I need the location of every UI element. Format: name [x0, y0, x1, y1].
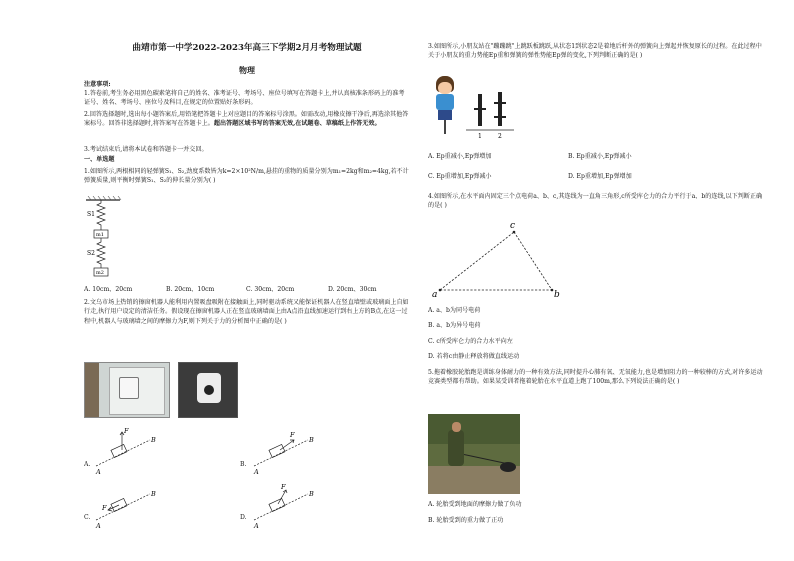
q1-option-c[interactable]: C. 30cm、20cm — [246, 286, 295, 293]
pogo-states-figure — [466, 90, 516, 140]
question-4-stem: 4.如图所示,在水平面内固定三个点电荷a、b、c,其连线为一直角三角形,c所受库仑力的合力平行于a、b的连线,以下判断正确的是( ) — [428, 193, 763, 210]
q3-option-d[interactable]: D. Ep重增加,Ep弹增加 — [568, 173, 632, 180]
page-title: 曲靖市第一中学2022-2023年高三下学期2月月考物理试题 — [132, 43, 362, 53]
q4-option-b[interactable]: B. a、b为异号电荷 — [428, 322, 481, 329]
q3-option-a[interactable]: A. Ep重减小,Ep弹增加 — [428, 153, 492, 160]
tire-drag-training-photo — [428, 414, 520, 494]
diag-d-b: B — [309, 490, 314, 498]
diag-a-a: A — [96, 468, 101, 476]
section-heading-single-choice: 一、单选题 — [84, 156, 115, 163]
diag-a-f: F — [124, 427, 129, 435]
pogo-state-1-label: 1 — [478, 133, 482, 140]
question-5-stem: 5.拖着橡胶轮胎跑是训练身体耐力的一种有效方法,同时提升心肺有氧、无氧能力,也是增加阻力的一种较棒的方式,对许多运动竞赛类型都有帮助。如果某受训者拖着轮胎在水平直道上跑了100m,那么下列说法正确的是( ) — [428, 369, 763, 386]
charge-a-label: a — [432, 290, 438, 300]
q2-option-a[interactable]: A. — [84, 461, 91, 468]
spring-s2-label: S2 — [87, 250, 95, 257]
charge-triangle-figure — [432, 218, 572, 302]
robot-on-glass-photo — [178, 362, 238, 418]
mass-m1-label: m1 — [96, 232, 104, 238]
q1-option-d[interactable]: D. 20cm、30cm — [328, 286, 377, 293]
notice-item-3: 3.考试结束后,请将本试卷和答题卡一并交回。 — [84, 146, 208, 153]
force-diagram-options — [84, 422, 410, 530]
q5-option-a[interactable]: A. 轮胎受到地面的摩擦力做了负功 — [428, 501, 522, 508]
notice-item-2-warning: 超出答题区域书写的答案无效,在试题卷、草稿纸上作答无效。 — [213, 120, 381, 128]
q3-option-b[interactable]: B. Ep重减小,Ep弹减小 — [568, 153, 632, 160]
q2-option-d[interactable]: D. — [240, 514, 247, 521]
charge-b-label: b — [554, 290, 560, 300]
subject-title: 物理 — [239, 65, 255, 75]
child-on-pogo-illustration — [428, 74, 460, 136]
diag-d-f: F — [281, 483, 286, 491]
q1-option-b[interactable]: B. 20cm、10cm — [166, 286, 215, 293]
right-column — [428, 0, 764, 561]
charge-c-label: c — [510, 221, 516, 231]
pogo-state-2-label: 2 — [498, 133, 502, 140]
diag-a-b: B — [151, 436, 156, 444]
q4-option-a[interactable]: A. a、b为同号电荷 — [428, 307, 481, 314]
notice-item-2-text: 2.回答选择题时,选出每小题答案后,用铅笔把答题卡上对应题目的答案标号涂黑。如需改动,用橡皮擦干净后,再选涂其他答案标号。回答非选择题时,将答案写在答题卡上。 — [84, 111, 409, 128]
diag-c-a: A — [96, 522, 101, 530]
diag-c-f: F — [102, 504, 107, 512]
q1-option-a[interactable]: A. 10cm、20cm — [84, 286, 133, 293]
mass-m2-label: m2 — [96, 270, 104, 276]
diag-b-b: B — [309, 436, 314, 444]
diag-d-a: A — [254, 522, 259, 530]
q3-option-c[interactable]: C. Ep重增加,Ep弹减小 — [428, 173, 492, 180]
question-1-stem: 1.如图所示,两根相同的轻弹簧S₁、S₂,劲度系数皆为k=2×10²N/m,悬挂的重物的质量分别为m₁=2kg和m₂=4kg,若不计弹簧质量,则平衡时弹簧S₁、S₂的伸长量分别为( ) — [84, 168, 409, 185]
left-column — [84, 0, 410, 561]
diag-b-f: F — [290, 431, 295, 439]
diag-c-b: B — [151, 490, 156, 498]
window-robot-photo — [84, 362, 170, 418]
q2-option-b[interactable]: B. — [240, 461, 247, 468]
notice-item-1: 1.答卷前,考生务必用黑色碳素笔将自己的姓名、准考证号、考场号、座位号填写在答题卡上,并认真核准条形码上的准考证号、姓名、考场号、座位号及科目,在规定的位置贴好条形码。 — [84, 90, 405, 107]
question-3-stem: 3.如图所示,小朋友站在"蹦蹦跳"上跳跃板跳跃,从状态1到状态2是着地后杆外的弹簧向上弹起并恢复原长的过程。在此过程中关于小朋友的重力势能Ep重和弹簧的弹性势能Ep弹的变化,下列判断正确的是( ) — [428, 43, 762, 60]
notice-item-2 — [84, 110, 410, 129]
spring-figure — [86, 196, 126, 280]
diag-b-a: A — [254, 468, 259, 476]
q5-option-b[interactable]: B. 轮胎受到的重力做了正功 — [428, 517, 504, 524]
question-2-stem: 2.文乌市场上热销的擦窗机器人能利用内置吸盘吸附在接触面上,同时驱动系统又能保证机器人在竖直墙壁或玻璃面上自如行走,执行用户设定的清洁任务。假设现在擦窗机器人正在竖直玻璃墙面上由A点沿直线加速运行到右上方的B点,在这一过程中,机器人与玻璃墙之间的摩擦力为F,则下列关于力的分析图中正确的是( ) — [84, 299, 409, 325]
q4-option-d[interactable]: D. 若将c由静止释放将做直线运动 — [428, 353, 520, 360]
q4-option-c[interactable]: C. c所受库仑力的合力水平向左 — [428, 338, 513, 345]
notice-heading: 注意事项: — [84, 81, 111, 88]
q2-option-c[interactable]: C. — [84, 514, 91, 521]
spring-s1-label: S1 — [87, 211, 95, 218]
